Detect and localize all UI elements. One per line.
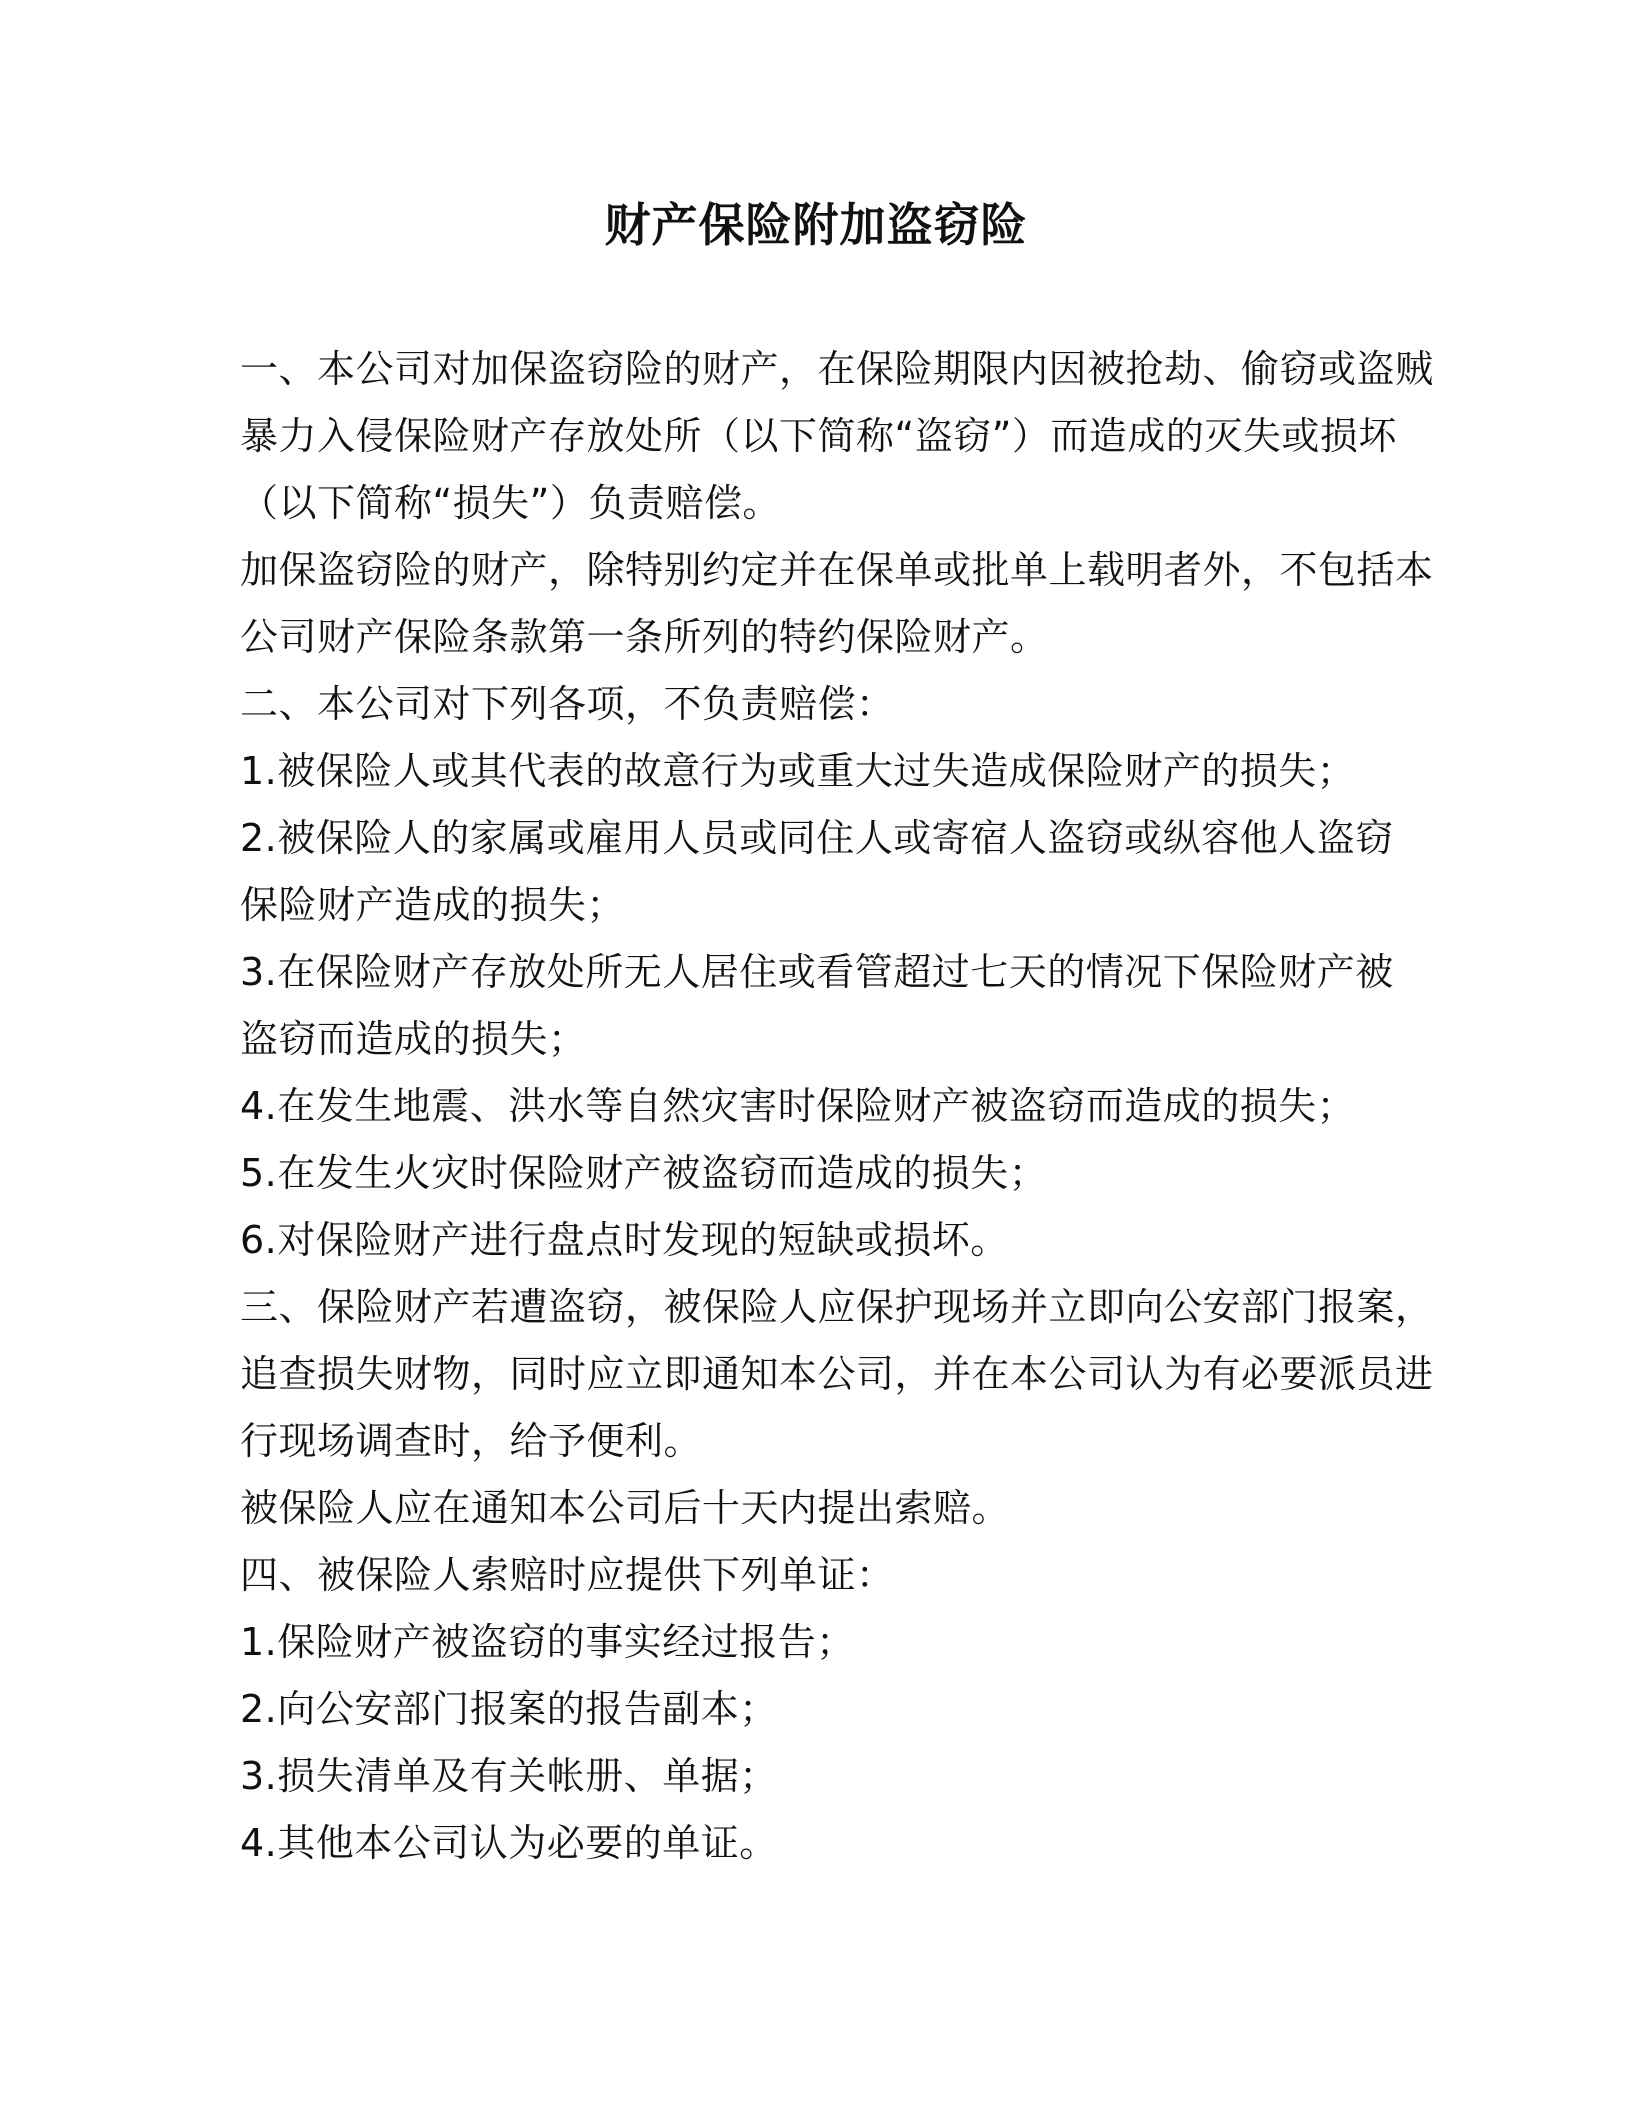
clause-3-line-2: 追查损失财物，同时应立即通知本公司，并在本公司认为有必要派员进 xyxy=(240,1352,1434,1396)
document-title: 财产保险附加盗窃险 xyxy=(604,198,1028,252)
clause-3-line-1: 三、保险财产若遭盗窃，被保险人应保护现场并立即向公安部门报案， xyxy=(240,1285,1434,1329)
clause-4-item-4: 4.其他本公司认为必要的单证。 xyxy=(240,1821,778,1865)
clause-2-item-6: 6.对保险财产进行盘点时发现的短缺或损坏。 xyxy=(240,1218,1009,1262)
clause-2-item-3-line-1: 3.在保险财产存放处所无人居住或看管超过七天的情况下保险财产被 xyxy=(240,950,1394,994)
clause-2-item-2-line-2: 保险财产造成的损失； xyxy=(240,883,626,927)
clause-2-item-4: 4.在发生地震、洪水等自然灾害时保险财产被盗窃而造成的损失； xyxy=(240,1084,1356,1128)
clause-1-para-2-line-2: 公司财产保险条款第一条所列的特约保险财产。 xyxy=(240,615,1049,659)
clause-2-heading: 二、本公司对下列各项，不负责赔偿： xyxy=(240,682,895,726)
clause-2-item-2-line-1: 2.被保险人的家属或雇用人员或同住人或寄宿人盗窃或纵容他人盗窃 xyxy=(240,816,1394,860)
clause-4-item-3: 3.损失清单及有关帐册、单据； xyxy=(240,1754,778,1798)
clause-3-line-3: 行现场调查时，给予便利。 xyxy=(240,1419,703,1463)
clause-1-para-2-line-1: 加保盗窃险的财产，除特别约定并在保单或批单上载明者外，不包括本 xyxy=(240,548,1434,592)
clause-2-item-5: 5.在发生火灾时保险财产被盗窃而造成的损失； xyxy=(240,1151,1048,1195)
clause-4-heading: 四、被保险人索赔时应提供下列单证： xyxy=(240,1553,895,1597)
clause-4-item-2: 2.向公安部门报案的报告副本； xyxy=(240,1687,778,1731)
document-body xyxy=(240,336,1434,1877)
clause-3-para-2: 被保险人应在通知本公司后十天内提出索赔。 xyxy=(240,1486,1011,1530)
clause-2-item-1: 1.被保险人或其代表的故意行为或重大过失造成保险财产的损失； xyxy=(240,749,1356,793)
clause-1-line-2: 暴力入侵保险财产存放处所（以下简称“盗窃”）而造成的灭失或损坏 xyxy=(240,414,1397,458)
clause-1-line-1: 一、本公司对加保盗窃险的财产，在保险期限内因被抢劫、偷窃或盗贼 xyxy=(240,347,1434,391)
clause-2-item-3-line-2: 盗窃而造成的损失； xyxy=(240,1017,587,1061)
clause-4-item-1: 1.保险财产被盗窃的事实经过报告； xyxy=(240,1620,855,1664)
clause-1-line-3: （以下简称“损失”）负责赔偿。 xyxy=(240,481,781,525)
